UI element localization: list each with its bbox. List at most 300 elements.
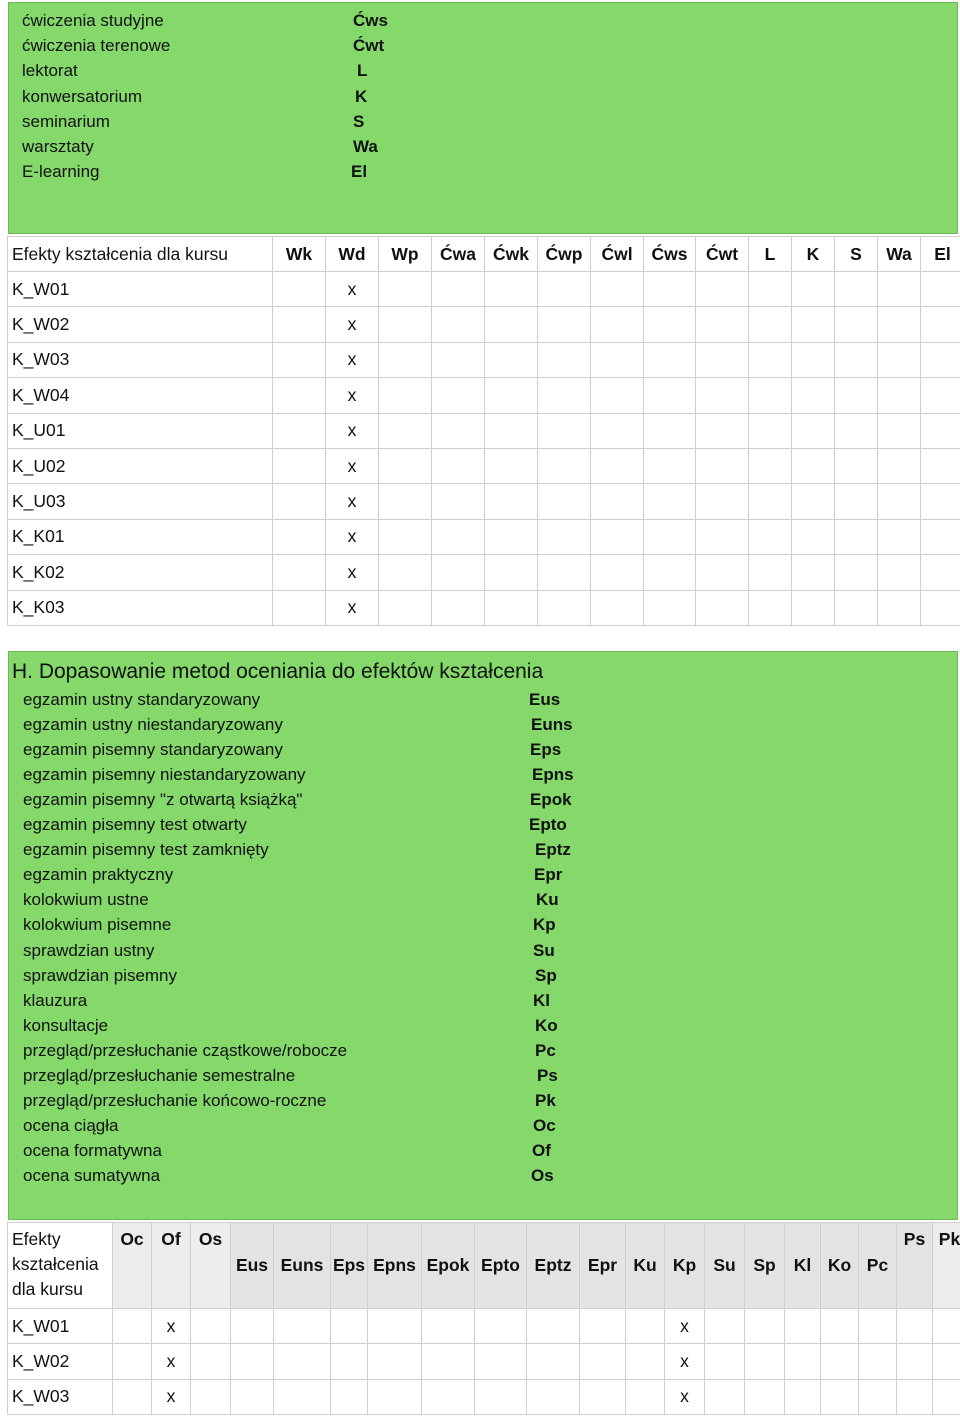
matrix-cell [432,519,485,554]
column-header: Ćwl [591,237,644,272]
matrix-cell [835,484,878,519]
matrix-cell [191,1309,231,1344]
matrix-cell [749,307,792,342]
forms-matrix-table [7,236,960,626]
column-header: Wd [326,237,379,272]
form-label: seminarium [22,111,110,131]
matrix-cell [933,1309,960,1344]
header-label-text: Efekty kształcenia dla kursu [12,1229,99,1299]
matrix-cell [485,272,538,307]
matrix-cell [422,1344,475,1379]
matrix-cell [792,342,835,377]
matrix-cell [113,1344,152,1379]
matrix-cell [785,1309,821,1344]
matrix-cell [878,342,921,377]
row-label: K_W03 [8,1379,113,1414]
matrix-cell [331,1309,368,1344]
matrix-cell [745,1309,785,1344]
column-header: Pk [933,1223,960,1309]
matrix-cell [591,448,644,483]
matrix-cell [273,342,326,377]
assessment-label: przegląd/przesłuchanie semestralne [23,1065,296,1085]
matrix-cell [921,413,960,448]
row-label: K_K02 [8,555,273,590]
matrix-cell [538,590,591,625]
matrix-cell [749,342,792,377]
matrix-cell [644,413,696,448]
assessment-code: Epns [532,765,574,785]
matrix-cell: x [665,1344,705,1379]
matrix-cell [379,590,432,625]
assessment-label: przegląd/przesłuchanie cząstkowe/robocze [23,1040,348,1060]
assessment-label: egzamin pisemny niestandaryzowany [23,765,306,785]
matrix-cell [273,413,326,448]
assessment-label: egzamin pisemny test zamknięty [23,840,269,860]
matrix-cell [644,342,696,377]
matrix-cell [878,484,921,519]
form-code: Ćws [353,11,388,30]
matrix-cell [191,1344,231,1379]
matrix-cell [368,1344,422,1379]
matrix-cell [432,413,485,448]
assessment-code: Euns [531,715,573,735]
form-code: Ćwt [353,36,385,56]
row-label: K_W03 [8,342,273,377]
matrix-cell [591,590,644,625]
matrix-cell [696,519,749,554]
matrix-cell [644,307,696,342]
matrix-cell [859,1309,897,1344]
matrix-cell [705,1309,745,1344]
matrix-cell [644,378,696,413]
form-label: ćwiczenia studyjne [22,11,164,30]
matrix-cell [591,555,644,590]
matrix-cell [273,590,326,625]
matrix-cell [859,1344,897,1379]
table-header-row [8,1223,960,1309]
form-label: warsztaty [22,137,94,156]
assessment-code: Eps [530,740,562,760]
matrix-cell [273,484,326,519]
matrix-cell [379,378,432,413]
matrix-cell [191,1379,231,1414]
matrix-cell [538,342,591,377]
matrix-cell [878,590,921,625]
matrix-cell [485,484,538,519]
matrix-cell [422,1309,475,1344]
matrix-cell [379,555,432,590]
matrix-cell [696,413,749,448]
form-code: Wa [353,137,378,156]
matrix-cell [485,590,538,625]
matrix-cell [538,413,591,448]
matrix-cell [792,272,835,307]
matrix-cell [745,1344,785,1379]
matrix-cell: x [152,1379,191,1414]
form-label: konwersatorium [22,86,142,106]
column-header: Epr [580,1223,626,1309]
matrix-cell [538,378,591,413]
assessment-label: egzamin pisemny test otwarty [23,815,247,835]
matrix-cell [644,448,696,483]
assessment-label: konsultacje [23,1015,109,1035]
form-label: E-learning [22,162,100,182]
matrix-cell [821,1309,859,1344]
column-header: Kp [665,1223,705,1309]
matrix-cell [696,378,749,413]
matrix-cell [591,307,644,342]
matrix-cell [745,1379,785,1414]
matrix-cell [432,590,485,625]
matrix-cell [933,1379,960,1414]
assessment-code: Eus [529,690,561,709]
matrix-cell [475,1344,527,1379]
matrix-cell [821,1379,859,1414]
matrix-cell [379,342,432,377]
assessment-code: Ko [535,1015,558,1035]
matrix-cell [591,484,644,519]
column-header: Ćwa [432,237,485,272]
matrix-cell [749,448,792,483]
assessment-label: klauzura [23,990,88,1010]
matrix-cell: x [326,272,379,307]
column-header: El [921,237,960,272]
matrix-cell [878,519,921,554]
assessment-code: Sp [535,965,557,985]
assessment-code: Epto [529,815,567,835]
form-code: El [351,162,368,182]
form-code: K [355,86,368,106]
table-row [8,1309,960,1344]
matrix-cell: x [326,484,379,519]
row-label: K_W02 [8,1344,113,1379]
assessment-code: Epr [534,865,563,885]
matrix-cell [792,378,835,413]
matrix-cell [792,590,835,625]
column-header: Pc [859,1223,897,1309]
matrix-cell [273,378,326,413]
matrix-cell [580,1379,626,1414]
matrix-cell [422,1379,475,1414]
assessment-label: przegląd/przesłuchanie końcowo-roczne [23,1090,327,1110]
matrix-cell [705,1379,745,1414]
matrix-cell: x [665,1379,705,1414]
column-header: Epto [475,1223,527,1309]
matrix-cell [273,555,326,590]
matrix-cell [580,1344,626,1379]
matrix-cell [580,1309,626,1344]
matrix-cell [331,1344,368,1379]
row-label: K_W01 [8,1309,113,1344]
matrix-cell [835,342,878,377]
matrix-cell [432,555,485,590]
matrix-cell [591,272,644,307]
matrix-cell [379,413,432,448]
matrix-cell [696,342,749,377]
matrix-cell: x [665,1309,705,1344]
header-label: Efekty kształcenia dla kursu [8,237,273,272]
matrix-cell [696,272,749,307]
column-header: K [792,237,835,272]
matrix-cell [749,555,792,590]
table-row [8,378,960,413]
column-header: Ćwt [696,237,749,272]
matrix-cell [696,484,749,519]
column-header: Eus [231,1223,274,1309]
matrix-cell [696,590,749,625]
matrix-cell [538,484,591,519]
matrix-cell [644,272,696,307]
assessment-legend-panel [8,651,958,1220]
table-row [8,272,960,307]
matrix-cell [273,519,326,554]
matrix-cell [274,1379,331,1414]
matrix-cell [835,590,878,625]
table-row [8,307,960,342]
column-header: Wa [878,237,921,272]
assessment-code: Ku [536,890,559,910]
matrix-cell [538,272,591,307]
matrix-cell [591,519,644,554]
matrix-cell [432,484,485,519]
matrix-cell [538,448,591,483]
assessment-label: egzamin pisemny standaryzowany [23,740,283,760]
column-header: Wk [273,237,326,272]
assessment-label: sprawdzian pisemny [23,965,178,985]
matrix-cell [921,378,960,413]
matrix-cell [626,1379,665,1414]
matrix-cell [921,272,960,307]
assessment-label: egzamin pisemny "z otwartą książką" [23,790,303,810]
table-row [8,590,960,625]
matrix-cell [432,378,485,413]
matrix-cell [792,555,835,590]
row-label: K_U03 [8,484,273,519]
matrix-cell [432,307,485,342]
matrix-cell [792,413,835,448]
matrix-cell [835,378,878,413]
matrix-cell [897,1309,933,1344]
matrix-cell [933,1344,960,1379]
assessment-code: Pc [535,1040,556,1060]
row-label: K_K03 [8,590,273,625]
matrix-cell [859,1379,897,1414]
assessment-label: kolokwium pisemne [23,915,172,935]
matrix-cell [835,448,878,483]
column-header: Kl [785,1223,821,1309]
matrix-cell [696,307,749,342]
matrix-cell [749,590,792,625]
column-header: Euns [274,1223,331,1309]
column-header: Epok [422,1223,475,1309]
column-header: Oc [113,1223,152,1309]
assessment-label: egzamin ustny niestandaryzowany [23,715,283,735]
matrix-cell [835,307,878,342]
matrix-cell [274,1309,331,1344]
matrix-cell [626,1309,665,1344]
assessment-code: Kl [533,990,550,1010]
matrix-cell [921,342,960,377]
assessment-code: Pk [535,1090,556,1110]
matrix-cell: x [326,378,379,413]
row-label: K_W02 [8,307,273,342]
matrix-cell [379,448,432,483]
matrix-cell: x [326,342,379,377]
matrix-cell [792,519,835,554]
matrix-cell [485,448,538,483]
matrix-cell [527,1309,580,1344]
assessment-label: egzamin ustny standaryzowany [23,690,261,709]
matrix-cell [368,1309,422,1344]
column-header: Of [152,1223,191,1309]
matrix-cell [485,307,538,342]
matrix-cell [231,1379,274,1414]
matrix-cell [538,307,591,342]
matrix-cell [749,272,792,307]
matrix-cell [644,590,696,625]
matrix-cell [821,1344,859,1379]
column-header: S [835,237,878,272]
column-header: Sp [745,1223,785,1309]
matrix-cell [485,413,538,448]
row-label: K_U01 [8,413,273,448]
matrix-cell [897,1379,933,1414]
column-header: Ćwp [538,237,591,272]
assessment-code: Su [533,940,555,960]
column-header: Ps [897,1223,933,1309]
matrix-cell [749,484,792,519]
assessment-code: Of [532,1140,551,1160]
matrix-cell [921,590,960,625]
matrix-cell [921,448,960,483]
form-label: lektorat [22,61,78,81]
assessment-label: sprawdzian ustny [23,940,155,960]
matrix-cell [113,1379,152,1414]
table-row [8,519,960,554]
assessment-label: ocena formatywna [23,1140,162,1160]
matrix-cell [331,1379,368,1414]
matrix-cell [835,413,878,448]
assessment-label: egzamin praktyczny [23,865,174,885]
assessment-code: Os [531,1165,554,1185]
matrix-cell [696,555,749,590]
matrix-cell [527,1379,580,1414]
matrix-cell [749,378,792,413]
matrix-cell [432,342,485,377]
header-label [8,1223,113,1309]
matrix-cell [921,519,960,554]
matrix-cell [113,1309,152,1344]
column-header: Eps [331,1223,368,1309]
matrix-cell [231,1344,274,1379]
row-label: K_U02 [8,448,273,483]
column-header: Ku [626,1223,665,1309]
table-row [8,342,960,377]
matrix-cell [538,519,591,554]
column-header: Os [191,1223,231,1309]
matrix-cell [835,272,878,307]
row-label: K_K01 [8,519,273,554]
matrix-cell [785,1344,821,1379]
form-code: S [353,111,365,131]
matrix-cell: x [152,1309,191,1344]
matrix-cell [273,307,326,342]
matrix-cell [921,307,960,342]
matrix-cell [379,519,432,554]
matrix-cell [432,272,485,307]
column-header: Eptz [527,1223,580,1309]
matrix-cell [379,307,432,342]
matrix-cell [878,378,921,413]
table-row [8,555,960,590]
matrix-cell [379,272,432,307]
matrix-cell [749,413,792,448]
matrix-cell [878,413,921,448]
matrix-cell [432,448,485,483]
matrix-cell [274,1344,331,1379]
column-header: Ćws [644,237,696,272]
matrix-cell: x [326,448,379,483]
table-row [8,484,960,519]
assessment-code: Ps [537,1065,558,1085]
form-label: ćwiczenia terenowe [22,36,171,56]
matrix-cell: x [152,1344,191,1379]
row-label: K_W01 [8,272,273,307]
matrix-cell: x [326,555,379,590]
column-header: Su [705,1223,745,1309]
matrix-cell [273,448,326,483]
matrix-cell [626,1344,665,1379]
matrix-cell: x [326,519,379,554]
matrix-cell [921,484,960,519]
matrix-cell [792,484,835,519]
matrix-cell [878,272,921,307]
assessment-code: Kp [533,915,556,935]
column-header: Ćwk [485,237,538,272]
matrix-cell [379,484,432,519]
matrix-cell [792,307,835,342]
matrix-cell [644,484,696,519]
matrix-cell [644,519,696,554]
assessment-matrix-table [7,1222,960,1415]
table-row [8,448,960,483]
column-header: Wp [379,237,432,272]
matrix-cell [475,1379,527,1414]
matrix-cell [705,1344,745,1379]
table-row [8,1344,960,1379]
matrix-cell [878,448,921,483]
matrix-cell [485,519,538,554]
matrix-cell [538,555,591,590]
matrix-cell [785,1379,821,1414]
table-row [8,413,960,448]
table-row [8,1379,960,1414]
assessment-code: Eptz [535,840,571,860]
assessment-label: kolokwium ustne [23,890,149,910]
matrix-cell [749,519,792,554]
column-header: L [749,237,792,272]
table-header-row [8,237,960,272]
matrix-cell [485,378,538,413]
matrix-cell [591,378,644,413]
matrix-cell [878,555,921,590]
matrix-cell [368,1379,422,1414]
matrix-cell [485,342,538,377]
matrix-cell [485,555,538,590]
matrix-cell [591,413,644,448]
matrix-cell [696,448,749,483]
matrix-cell [921,555,960,590]
